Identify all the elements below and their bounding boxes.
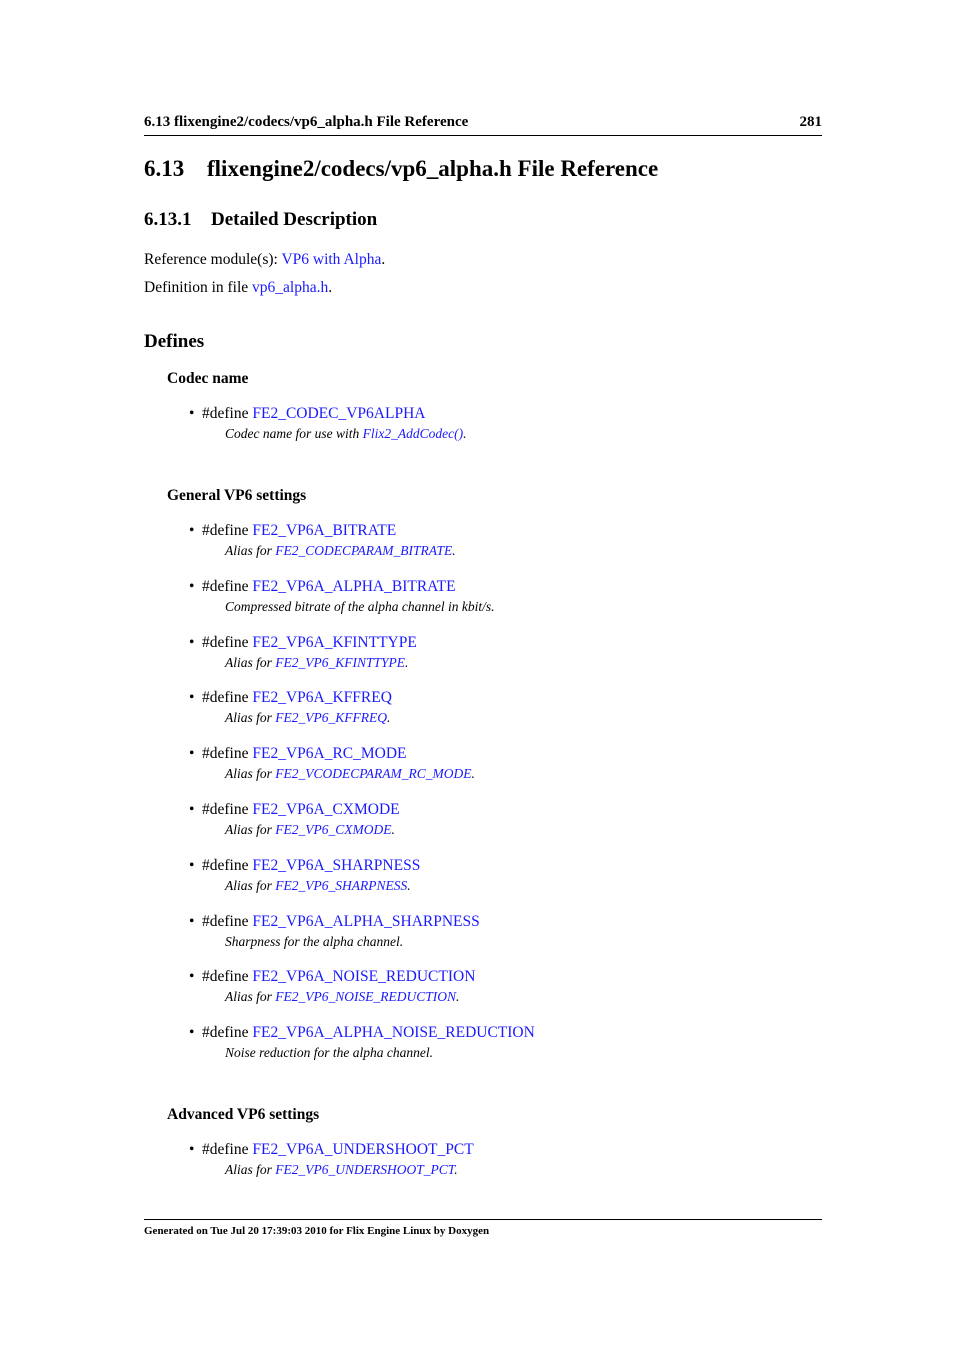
define-description [225, 989, 789, 1005]
description-text: Codec name for use with [225, 426, 363, 441]
define-name-link[interactable]: FE2_VP6A_KFINTTYPE [252, 634, 417, 651]
define-name-link[interactable]: FE2_VP6A_NOISE_REDUCTION [252, 968, 476, 985]
definition-file-prefix: Definition in file [144, 279, 253, 296]
subsection-heading [144, 209, 377, 231]
description-text: Alias for [225, 543, 276, 558]
define-line [189, 968, 789, 988]
description-suffix: . [391, 822, 395, 837]
description-text: Compressed bitrate of the alpha channel in kbit/s. [225, 599, 495, 614]
define-keyword: #define [202, 913, 253, 930]
define-item [189, 1141, 789, 1178]
bullet-icon: • [189, 745, 195, 762]
description-text: Alias for [225, 710, 276, 725]
define-line [189, 578, 789, 598]
description-text: Alias for [225, 822, 276, 837]
define-item [189, 968, 789, 1005]
section-title: flixengine2/codecs/vp6_alpha.h File Reference [207, 156, 659, 181]
define-line [189, 801, 789, 821]
bullet-icon: • [189, 801, 195, 818]
define-item [189, 857, 789, 894]
define-name-link[interactable]: FE2_VP6A_KFFREQ [252, 689, 392, 706]
description-suffix: . [456, 989, 460, 1004]
bullet-icon: • [189, 1141, 195, 1158]
description-text: Noise reduction for the alpha channel. [225, 1045, 433, 1060]
define-line [189, 634, 789, 654]
description-suffix: . [405, 655, 409, 670]
define-description [225, 1162, 789, 1178]
description-suffix: . [387, 710, 391, 725]
define-description [225, 766, 789, 782]
description-text: Sharpness for the alpha channel. [225, 934, 404, 949]
reference-module-link[interactable]: VP6 with Alpha [281, 251, 382, 268]
define-name-link[interactable]: FE2_VP6A_CXMODE [252, 801, 400, 818]
section-heading [144, 156, 658, 182]
description-suffix: . [463, 426, 467, 441]
bullet-icon: • [189, 405, 195, 422]
bullet-icon: • [189, 522, 195, 539]
define-description [225, 599, 789, 615]
define-name-link[interactable]: FE2_VP6A_BITRATE [252, 522, 397, 539]
description-link[interactable]: FE2_VP6_KFINTTYPE [275, 655, 406, 670]
define-line [189, 405, 789, 425]
define-description [225, 543, 789, 559]
define-item [189, 745, 789, 782]
page-footer: Generated on Tue Jul 20 17:39:03 2010 for Flix Engine Linux by Doxygen [144, 1219, 822, 1237]
define-line [189, 522, 789, 542]
define-description [225, 934, 789, 950]
description-suffix: . [452, 543, 456, 558]
bullet-icon: • [189, 634, 195, 651]
definition-file-line [144, 279, 332, 297]
define-group-title: Advanced VP6 settings [167, 1106, 320, 1123]
description-link[interactable]: FE2_VP6_NOISE_REDUCTION [275, 989, 456, 1004]
define-line [189, 857, 789, 877]
define-keyword: #define [202, 745, 253, 762]
reference-module-line [144, 251, 385, 269]
define-item [189, 522, 789, 559]
description-text: Alias for [225, 655, 276, 670]
define-keyword: #define [202, 801, 253, 818]
defines-heading: Defines [144, 331, 205, 352]
description-text: Alias for [225, 989, 276, 1004]
description-link[interactable]: FE2_VP6_KFFREQ [275, 710, 387, 725]
bullet-icon: • [189, 578, 195, 595]
define-description [225, 426, 789, 442]
description-link[interactable]: FE2_VP6_CXMODE [275, 822, 392, 837]
define-name-link[interactable]: FE2_VP6A_ALPHA_BITRATE [252, 578, 456, 595]
define-line [189, 913, 789, 933]
define-item [189, 1024, 789, 1061]
define-name-link[interactable]: FE2_VP6A_SHARPNESS [252, 857, 421, 874]
define-item [189, 578, 789, 615]
define-group-title: Codec name [167, 370, 249, 387]
define-name-link[interactable]: FE2_VP6A_RC_MODE [252, 745, 407, 762]
define-item [189, 405, 789, 442]
definition-file-link[interactable]: vp6_alpha.h [252, 279, 329, 296]
bullet-icon: • [189, 689, 195, 706]
bullet-icon: • [189, 1024, 195, 1041]
define-keyword: #define [202, 968, 253, 985]
description-link[interactable]: FE2_VP6_SHARPNESS [275, 878, 408, 893]
define-keyword: #define [202, 522, 253, 539]
define-item [189, 634, 789, 671]
description-text: Alias for [225, 766, 276, 781]
subsection-number: 6.13.1 [144, 209, 192, 230]
define-description [225, 1045, 789, 1061]
define-keyword: #define [202, 1024, 253, 1041]
description-suffix: . [407, 878, 411, 893]
bullet-icon: • [189, 968, 195, 985]
reference-module-suffix: . [381, 251, 386, 268]
define-name-link[interactable]: FE2_VP6A_ALPHA_SHARPNESS [252, 913, 480, 930]
define-keyword: #define [202, 578, 253, 595]
define-name-link[interactable]: FE2_VP6A_ALPHA_NOISE_REDUCTION [252, 1024, 535, 1041]
description-text: Alias for [225, 878, 276, 893]
bullet-icon: • [189, 913, 195, 930]
define-keyword: #define [202, 634, 253, 651]
bullet-icon: • [189, 857, 195, 874]
running-header [144, 113, 822, 136]
subsection-title: Detailed Description [211, 209, 378, 230]
reference-module-prefix: Reference module(s): [144, 251, 282, 268]
description-text: Alias for [225, 1162, 276, 1177]
define-group-title: General VP6 settings [167, 487, 307, 504]
description-suffix: . [454, 1162, 458, 1177]
define-line [189, 689, 789, 709]
define-line [189, 1024, 789, 1044]
define-line [189, 745, 789, 765]
header-title: 6.13 flixengine2/codecs/vp6_alpha.h File Reference [144, 114, 469, 130]
define-item [189, 913, 789, 950]
section-number: 6.13 [144, 156, 185, 181]
define-keyword: #define [202, 405, 253, 422]
description-link[interactable]: FE2_VCODECPARAM_RC_MODE [275, 766, 472, 781]
define-description [225, 655, 789, 671]
description-link[interactable]: Flix2_AddCodec() [362, 426, 464, 441]
define-keyword: #define [202, 1141, 253, 1158]
define-description [225, 710, 789, 726]
define-line [189, 1141, 789, 1161]
description-link[interactable]: FE2_VP6_UNDERSHOOT_PCT [275, 1162, 455, 1177]
define-item [189, 689, 789, 726]
define-name-link[interactable]: FE2_CODEC_VP6ALPHA [252, 405, 426, 422]
description-link[interactable]: FE2_CODECPARAM_BITRATE [275, 543, 453, 558]
define-keyword: #define [202, 857, 253, 874]
define-keyword: #define [202, 689, 253, 706]
define-item [189, 801, 789, 838]
define-name-link[interactable]: FE2_VP6A_UNDERSHOOT_PCT [252, 1141, 474, 1158]
description-suffix: . [471, 766, 475, 781]
page-number: 281 [799, 114, 822, 130]
define-description [225, 878, 789, 894]
definition-file-suffix: . [328, 279, 333, 296]
define-description [225, 822, 789, 838]
